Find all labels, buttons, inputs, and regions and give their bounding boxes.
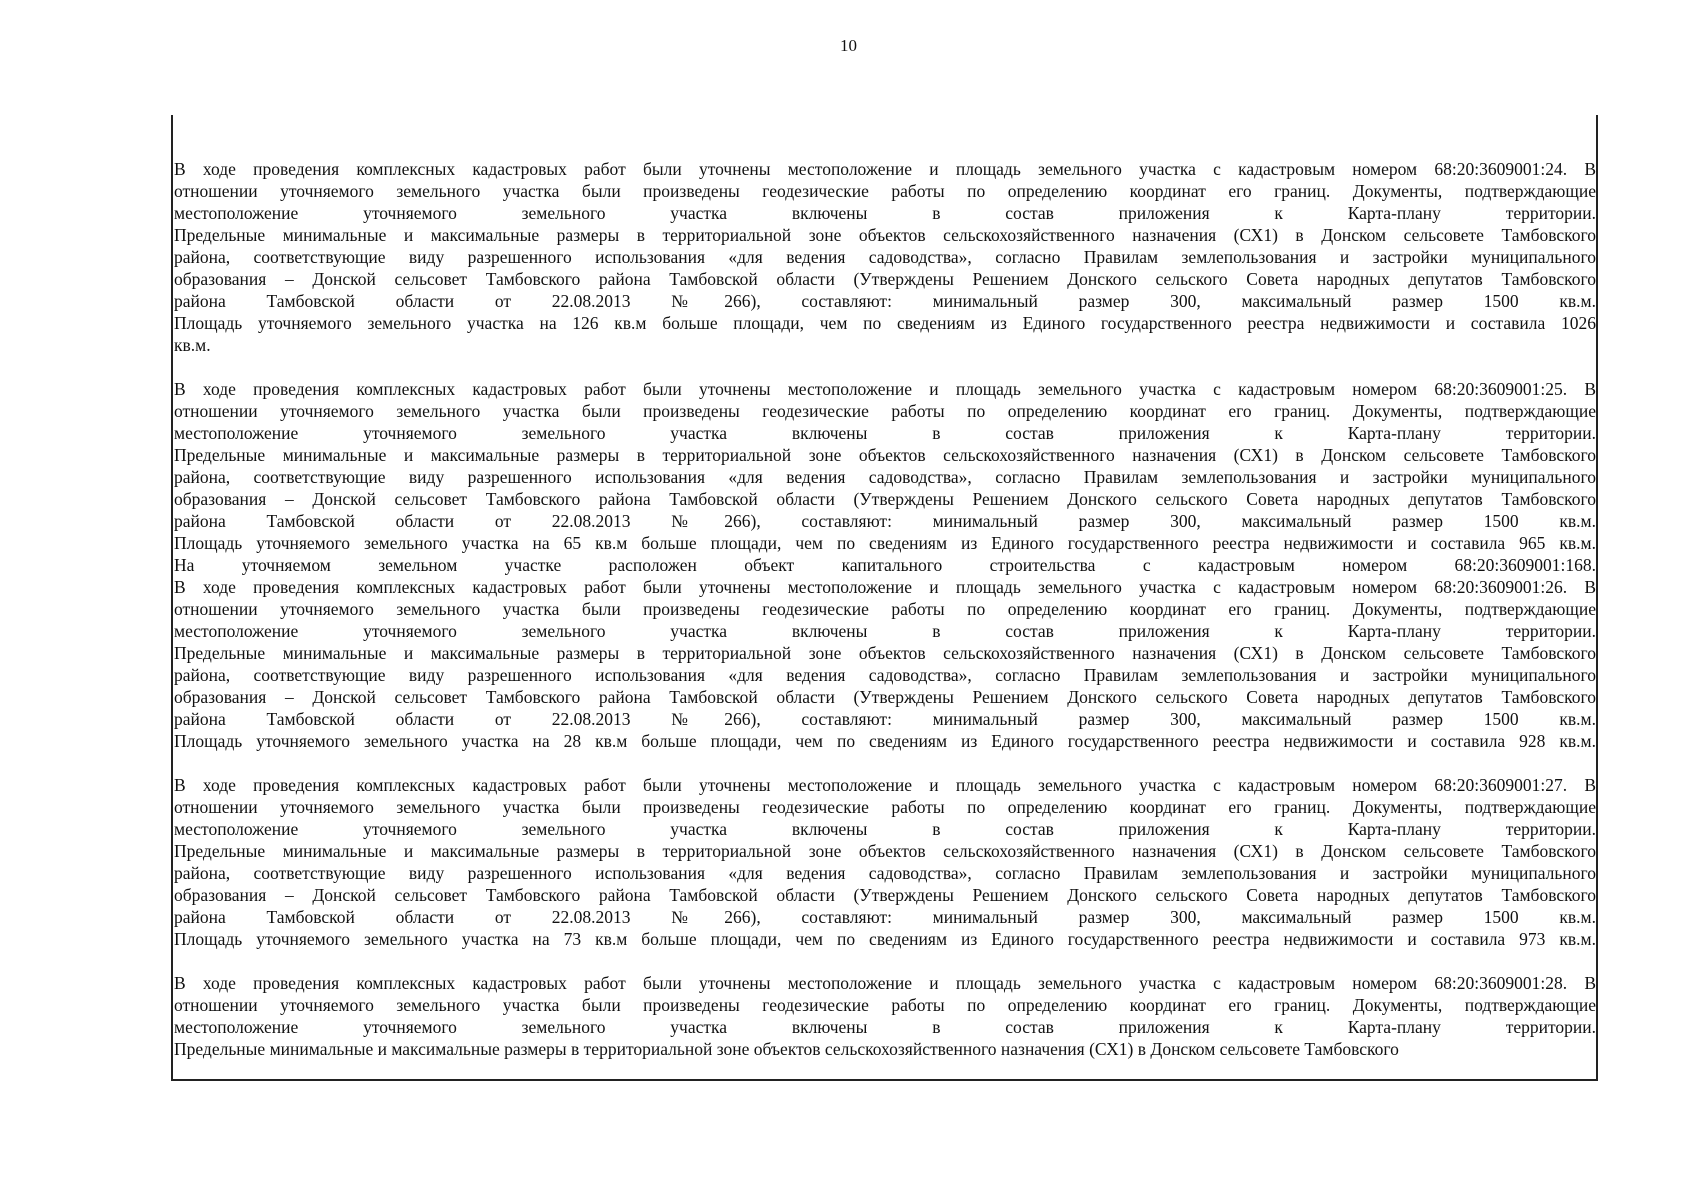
text-line: Площадь уточняемого земельного участка на 126 кв.м больше площади, чем по сведениям из Единого государственного реестра недвижимости и составила 1026 (174, 313, 1596, 333)
text-line: местоположение уточняемого земельного участка включены в состав приложения к Карта-плану территории. (174, 203, 1596, 223)
text-line: образования – Донской сельсовет Тамбовского района Тамбовской области (Утверждены Решением Донского сельского Совета народных депутатов Тамбовского (174, 269, 1596, 289)
text-line: Предельные минимальные и максимальные размеры в территориальной зоне объектов сельскохозяйственного назначения (СХ1) в Донском сельсовете Тамбовского (174, 841, 1596, 861)
text-line: Предельные минимальные и максимальные размеры в территориальной зоне объектов сельскохозяйственного назначения (СХ1) в Донском сельсовете Тамбовского (174, 643, 1596, 663)
document-body (174, 158, 1596, 1060)
text-line: местоположение уточняемого земельного участка включены в состав приложения к Карта-плану территории. (174, 621, 1596, 641)
paragraph-gap (174, 356, 1596, 378)
text-line: На уточняемом земельном участке расположен объект капитального строительства с кадастровым номером 68:20:3609001:168. (174, 555, 1596, 575)
text-line: района Тамбовской области от 22.08.2013 №266), составляют: минимальный размер 300, максимальный размер 1500 кв.м. (174, 907, 1596, 927)
text-line: кв.м. (174, 335, 211, 355)
text-line: отношении уточняемого земельного участка были произведены геодезические работы по определению координат его границ. Документы, подтверждающие (174, 181, 1596, 201)
text-line: района Тамбовской области от 22.08.2013 №266), составляют: минимальный размер 300, максимальный размер 1500 кв.м. (174, 511, 1596, 531)
text-line: Площадь уточняемого земельного участка на 28 кв.м больше площади, чем по сведениям из Единого государственного реестра недвижимости и составила 928 кв.м. (174, 731, 1596, 751)
text-line: района Тамбовской области от 22.08.2013 №266), составляют: минимальный размер 300, максимальный размер 1500 кв.м. (174, 709, 1596, 729)
page-number: 10 (840, 36, 857, 55)
text-line: местоположение уточняемого земельного участка включены в состав приложения к Карта-плану территории. (174, 1017, 1596, 1037)
text-line: В ходе проведения комплексных кадастровых работ были уточнены местоположение и площадь земельного участка с кадастровым номером 68:20:3609001:28. В (174, 973, 1596, 993)
text-line: района Тамбовской области от 22.08.2013 №266), составляют: минимальный размер 300, максимальный размер 1500 кв.м. (174, 291, 1596, 311)
text-line: Предельные минимальные и максимальные размеры в территориальной зоне объектов сельскохозяйственного назначения (СХ1) в Донском сельсовете Тамбовского (174, 445, 1596, 465)
text-line: В ходе проведения комплексных кадастровых работ были уточнены местоположение и площадь земельного участка с кадастровым номером 68:20:3609001:25. В (174, 379, 1596, 399)
text-line: Площадь уточняемого земельного участка на 65 кв.м больше площади, чем по сведениям из Единого государственного реестра недвижимости и составила 965 кв.м. (174, 533, 1596, 553)
text-line: Площадь уточняемого земельного участка на 73 кв.м больше площади, чем по сведениям из Единого государственного реестра недвижимости и составила 973 кв.м. (174, 929, 1596, 949)
text-line: местоположение уточняемого земельного участка включены в состав приложения к Карта-плану территории. (174, 819, 1596, 839)
text-line: образования – Донской сельсовет Тамбовского района Тамбовской области (Утверждены Решением Донского сельского Совета народных депутатов Тамбовского (174, 489, 1596, 509)
text-line: района, соответствующие виду разрешенного использования «для ведения садоводства», согласно Правилам землепользования и застройки муниципального (174, 247, 1596, 267)
text-line: В ходе проведения комплексных кадастровых работ были уточнены местоположение и площадь земельного участка с кадастровым номером 68:20:3609001:27. В (174, 775, 1596, 795)
text-line: района, соответствующие виду разрешенного использования «для ведения садоводства», согласно Правилам землепользования и застройки муниципального (174, 665, 1596, 685)
text-line: отношении уточняемого земельного участка были произведены геодезические работы по определению координат его границ. Документы, подтверждающие (174, 995, 1596, 1015)
text-line: отношении уточняемого земельного участка были произведены геодезические работы по определению координат его границ. Документы, подтверждающие (174, 401, 1596, 421)
text-line: В ходе проведения комплексных кадастровых работ были уточнены местоположение и площадь земельного участка с кадастровым номером 68:20:3609001:26. В (174, 577, 1596, 597)
text-line: Предельные минимальные и максимальные размеры в территориальной зоне объектов сельскохозяйственного назначения (СХ1) в Донском сельсовете Тамбовского (174, 1039, 1399, 1059)
text-line: района, соответствующие виду разрешенного использования «для ведения садоводства», согласно Правилам землепользования и застройки муниципального (174, 863, 1596, 883)
paragraph-gap (174, 950, 1596, 972)
text-line: отношении уточняемого земельного участка были произведены геодезические работы по определению координат его границ. Документы, подтверждающие (174, 797, 1596, 817)
paragraph-gap (174, 752, 1596, 774)
text-line: Предельные минимальные и максимальные размеры в территориальной зоне объектов сельскохозяйственного назначения (СХ1) в Донском сельсовете Тамбовского (174, 225, 1596, 245)
text-line: образования – Донской сельсовет Тамбовского района Тамбовской области (Утверждены Решением Донского сельского Совета народных депутатов Тамбовского (174, 687, 1596, 707)
text-line: местоположение уточняемого земельного участка включены в состав приложения к Карта-плану территории. (174, 423, 1596, 443)
text-line: отношении уточняемого земельного участка были произведены геодезические работы по определению координат его границ. Документы, подтверждающие (174, 599, 1596, 619)
text-line: В ходе проведения комплексных кадастровых работ были уточнены местоположение и площадь земельного участка с кадастровым номером 68:20:3609001:24. В (174, 159, 1596, 179)
text-line: района, соответствующие виду разрешенного использования «для ведения садоводства», согласно Правилам землепользования и застройки муниципального (174, 467, 1596, 487)
text-line: образования – Донской сельсовет Тамбовского района Тамбовской области (Утверждены Решением Донского сельского Совета народных депутатов Тамбовского (174, 885, 1596, 905)
